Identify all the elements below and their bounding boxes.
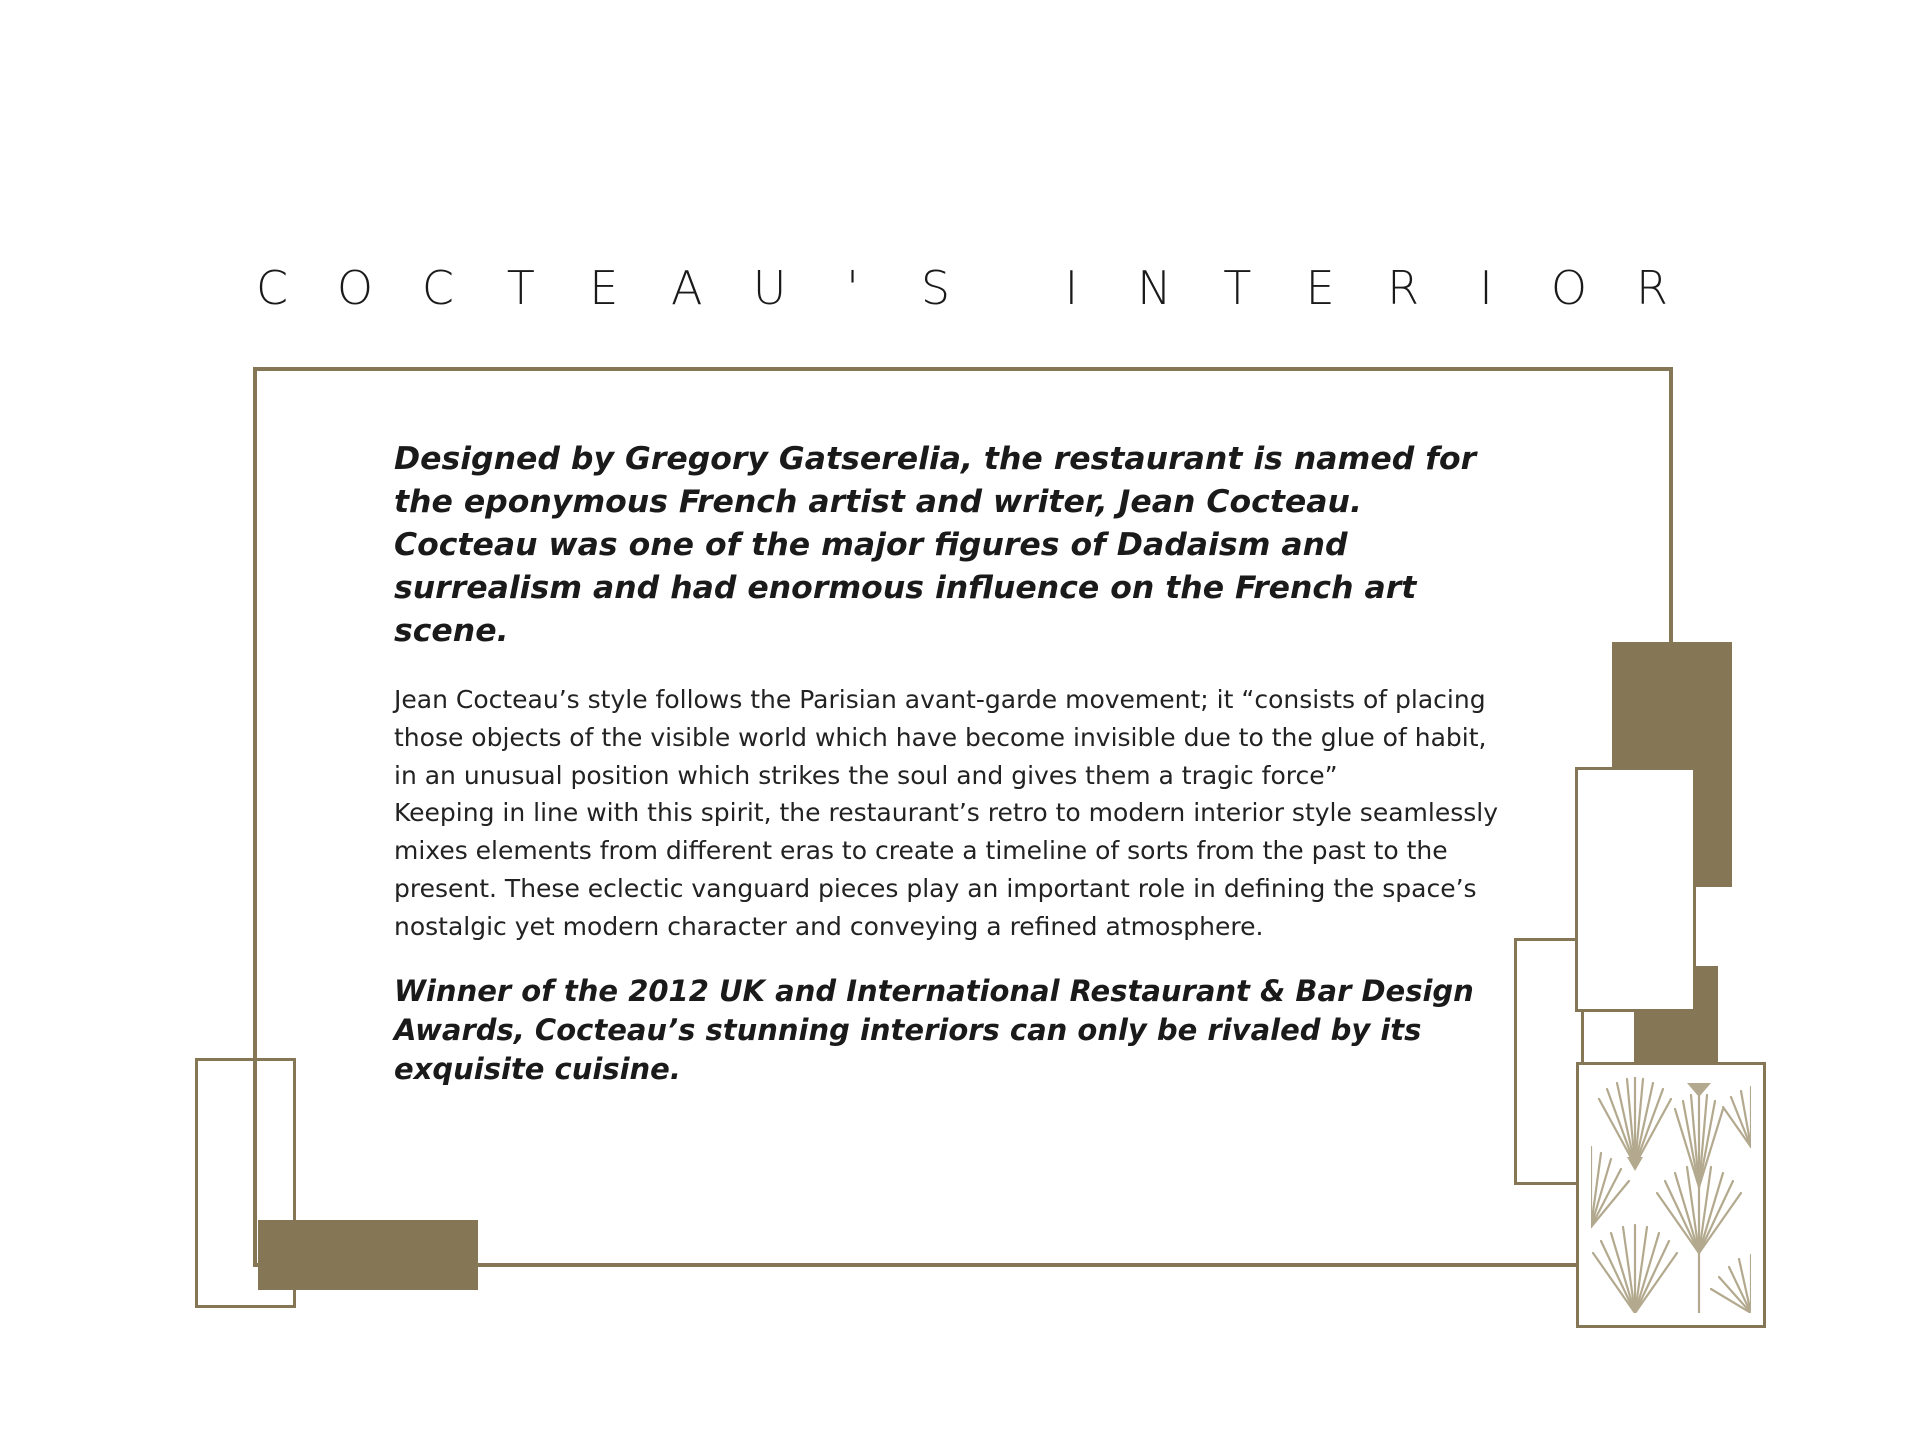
art-deco-pattern-panel: [1576, 1062, 1766, 1328]
title-letter: ': [846, 261, 859, 315]
fan-motif: [1675, 1083, 1723, 1187]
title-letter: T: [506, 261, 535, 315]
title-letter: N: [1137, 261, 1172, 315]
left-solid-bar: [258, 1220, 478, 1290]
title-letter: U: [752, 261, 787, 315]
title-letter: E: [589, 261, 619, 315]
fan-motif: [1723, 1087, 1751, 1147]
page-title: [252, 258, 1672, 318]
body-paragraph: [394, 681, 1504, 946]
title-letter: T: [1223, 261, 1252, 315]
right-outline-back-rectangle: [1514, 938, 1584, 1185]
title-letter: O: [1550, 261, 1588, 315]
body-paragraph-interior: Keeping in line with this spirit, the restaurant’s retro to modern interior style seamlessly mixes elements from different eras to create a timeline of sorts from the past to the present. These eclectic vanguard pieces play an important role in defining the space’s nostalgic yet modern character and conveying a refined atmosphere.: [394, 798, 1499, 941]
title-letter: C: [421, 261, 454, 315]
title-letter: [998, 258, 1008, 318]
title-letter: E: [1305, 261, 1335, 315]
palm-fan-pattern-graphic: [1591, 1077, 1751, 1313]
fan-motif: [1599, 1077, 1671, 1171]
right-outline-front-rectangle: [1575, 767, 1696, 1012]
fan-motif: [1711, 1255, 1751, 1313]
title-letter: R: [1635, 261, 1668, 315]
main-content: [394, 438, 1504, 1089]
title-letter: I: [1064, 261, 1079, 315]
title-letter: C: [255, 261, 289, 315]
title-letter: A: [670, 261, 703, 315]
title-letter: S: [920, 261, 951, 315]
body-paragraph-quote: Jean Cocteau’s style follows the Parisian avant-garde movement; it “consists of placing those objects of the visible world which have become invisible due to the glue of habit, in an unusual position which strikes the soul and gives them a tragic force”: [394, 685, 1487, 790]
title-letter: O: [336, 261, 374, 315]
fan-motif: [1593, 1225, 1677, 1313]
award-paragraph: Winner of the 2012 UK and International Restaurant & Bar Design Awards, Cocteau’s stunning interiors can only be rivaled by its exquisite cuisine.: [394, 973, 1474, 1086]
title-letter: R: [1387, 261, 1420, 315]
lead-paragraph: Designed by Gregory Gatserelia, the restaurant is named for the eponymous French artist and writer, Jean Cocteau. Cocteau was one of the major figures of Dadaism and surrealism and had enormous influence on the French art scene.: [394, 441, 1477, 649]
fan-motif: [1591, 1147, 1629, 1227]
title-letter: I: [1479, 261, 1493, 315]
